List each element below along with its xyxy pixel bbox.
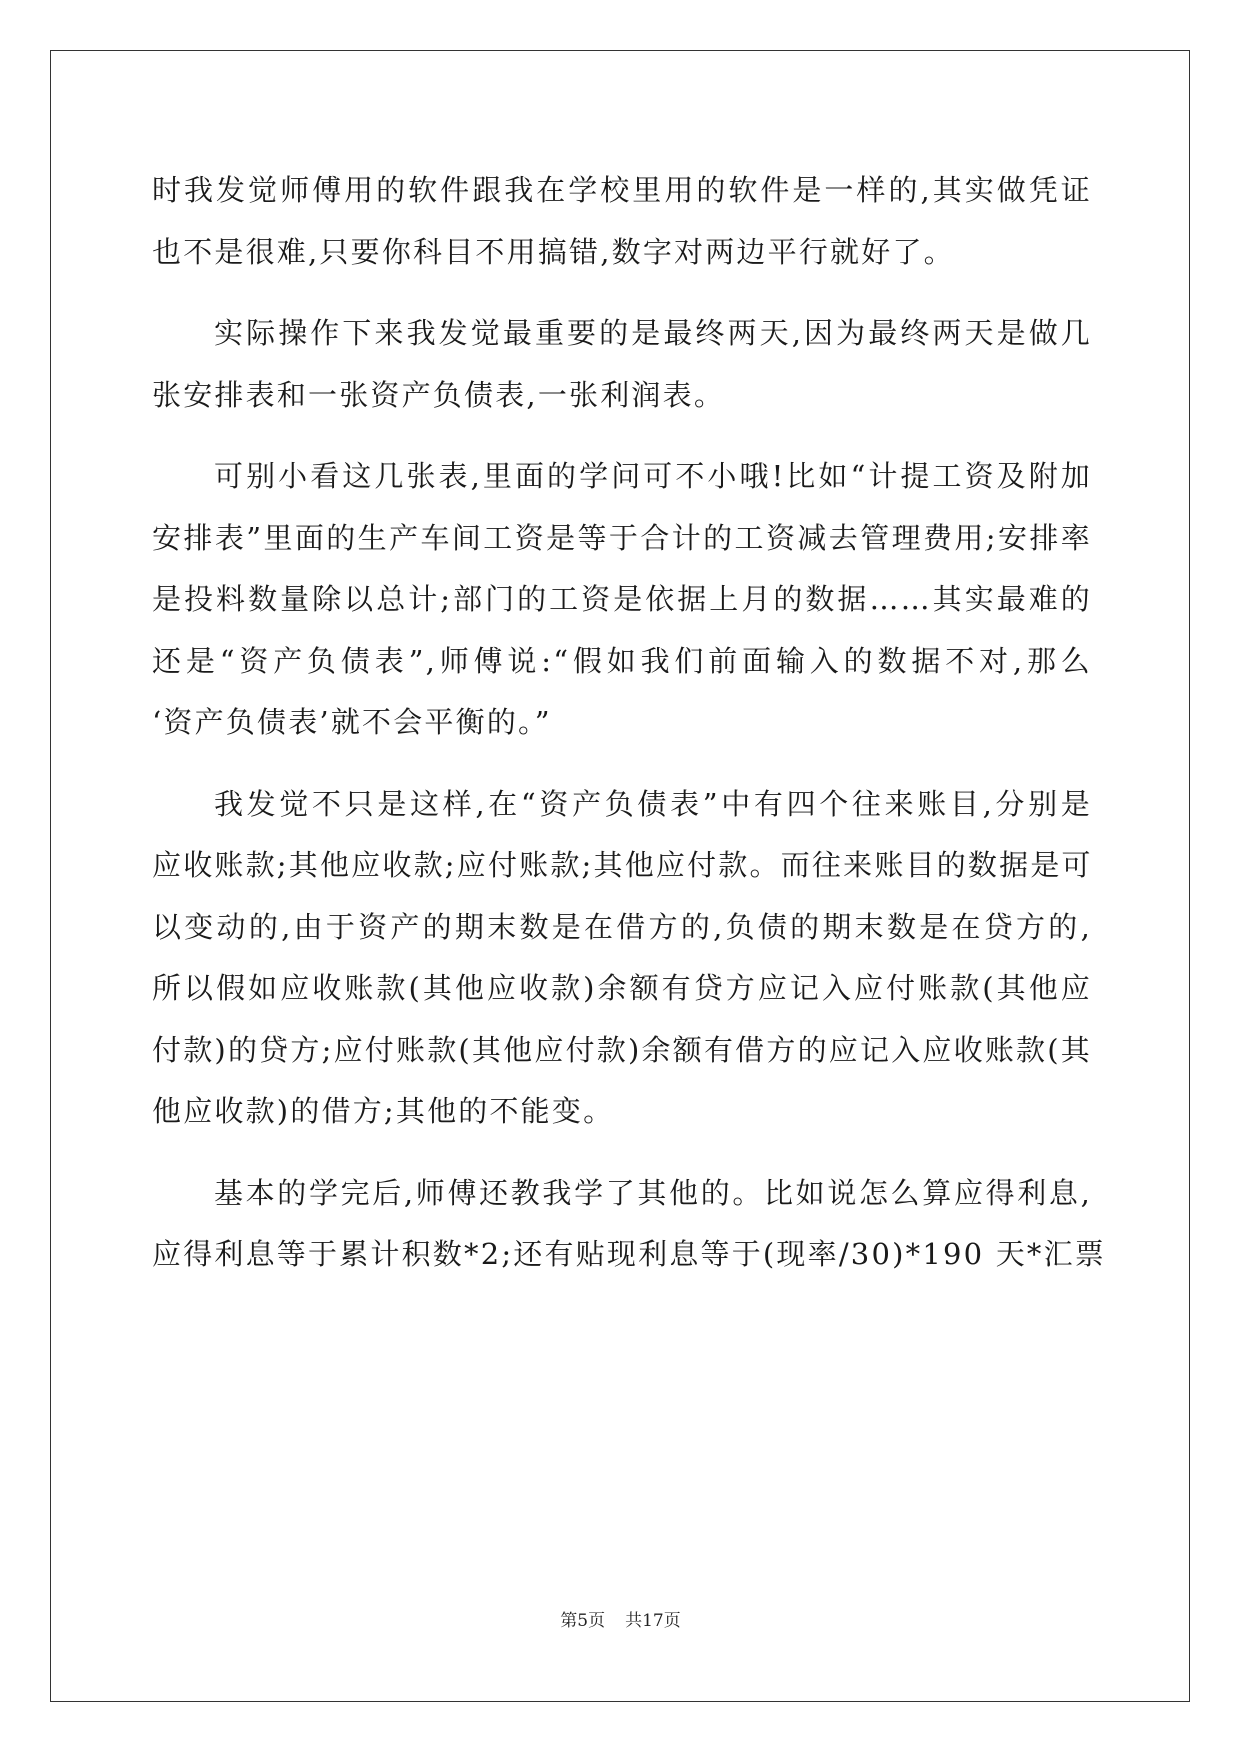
page-footer bbox=[0, 1606, 1241, 1631]
text-line: 所以假如应收账款(其他应收款)余额有贷方应记入应付账款(其他应 bbox=[152, 971, 1092, 1005]
text-line: 应得利息等于累计积数*2;还有贴现利息等于(现率/30)*190 天*汇票 bbox=[152, 1237, 1106, 1271]
text-line: 张安排表和一张资产负债表,一张利润表。 bbox=[152, 377, 726, 412]
text-line: 也不是很难,只要你科目不用搞错,数字对两边平行就好了。 bbox=[152, 234, 955, 269]
text-line: 可别小看这几张表,里面的学问可不小哦!比如“计提工资及附加 bbox=[214, 459, 1092, 493]
text-line: 还是“资产负债表”,师傅说:“假如我们前面输入的数据不对,那么 bbox=[152, 643, 1092, 678]
text-line: 时我发觉师傅用的软件跟我在学校里用的软件是一样的,其实做凭证 bbox=[152, 173, 1092, 207]
text-line: 付款)的贷方;应付账款(其他应付款)余额有借方的应记入应收账款(其 bbox=[152, 1032, 1092, 1067]
page-number: 第5页 bbox=[560, 1611, 606, 1631]
text-line: 安排表”里面的生产车间工资是等于合计的工资减去管理费用;安排率 bbox=[152, 520, 1092, 555]
text-line: 我发觉不只是这样,在“资产负债表”中有四个往来账目,分别是 bbox=[214, 786, 1092, 821]
text-line: 应收账款;其他应收款;应付账款;其他应付款。而往来账目的数据是可 bbox=[152, 848, 1093, 882]
text-line: 基本的学完后,师傅还教我学了其他的。比如说怎么算应得利息, bbox=[214, 1175, 1092, 1210]
text-line: 以变动的,由于资产的期末数是在借方的,负债的期末数是在贷方的, bbox=[152, 909, 1092, 944]
text-line: ‘资产负债表’就不会平衡的。” bbox=[152, 705, 552, 739]
text-line: 他应收款)的借方;其他的不能变。 bbox=[152, 1094, 615, 1128]
page-total: 共17页 bbox=[625, 1611, 681, 1631]
text-line: 是投料数量除以总计;部门的工资是依据上月的数据……其实最难的 bbox=[152, 582, 1092, 616]
document-body bbox=[152, 160, 1106, 1286]
text-line: 实际操作下来我发觉最重要的是最终两天,因为最终两天是做几 bbox=[214, 316, 1092, 350]
